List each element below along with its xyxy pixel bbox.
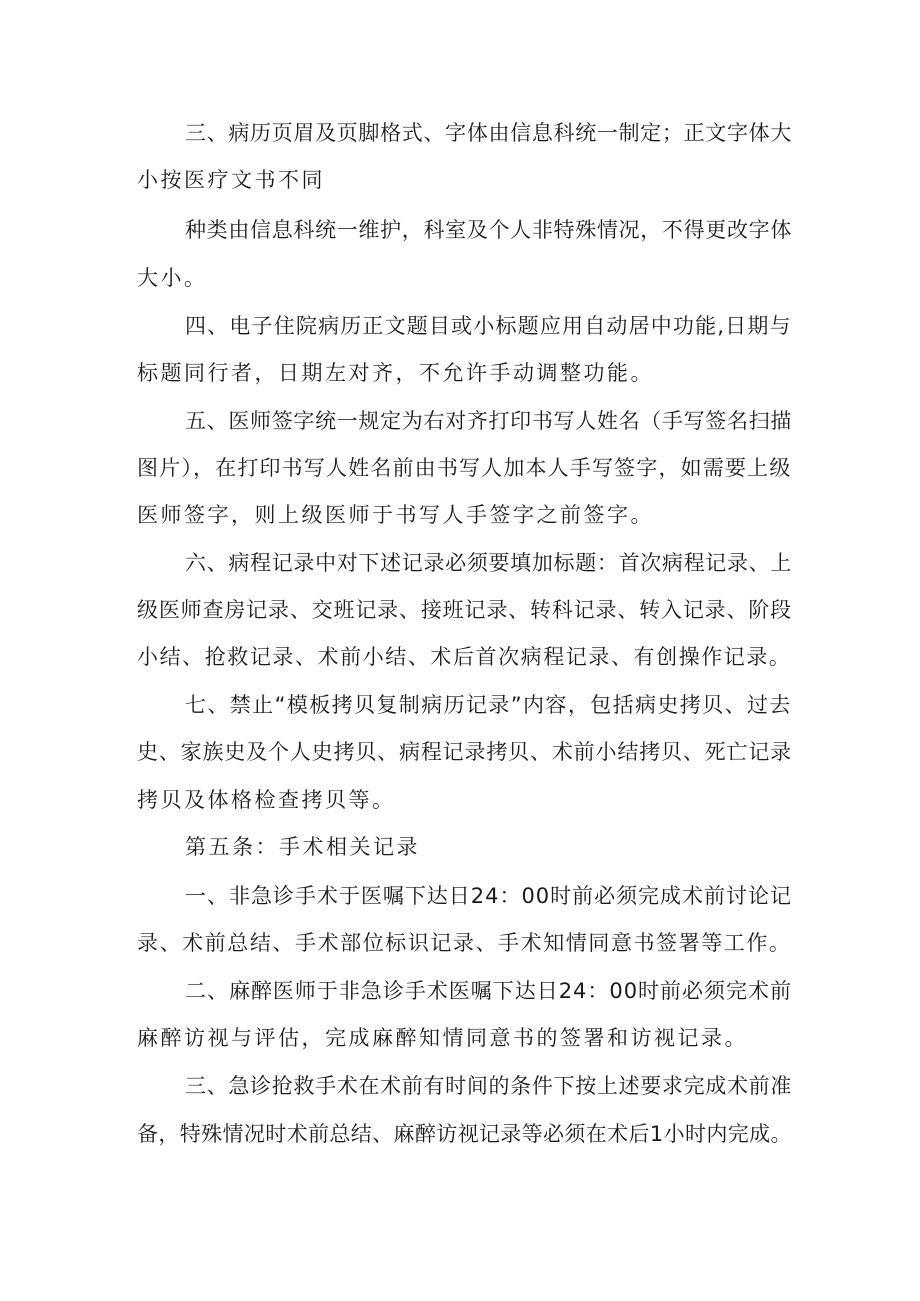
paragraph-4-line-1: [0, 306, 920, 346]
paragraph-7-line-1: [0, 685, 920, 725]
text-line: 备，特殊情况时术前总结、麻醉访视记录等必须在术后1小时内完成。: [137, 1122, 792, 1146]
section-heading-text: 第五条：手术相关记录: [185, 835, 420, 859]
surgery-paragraph-1-line-1: [0, 876, 920, 916]
paragraph-6-line-1: [0, 543, 920, 583]
paragraph-3-line-2: [0, 160, 920, 200]
surgery-paragraph-2-line-2: [0, 1018, 920, 1058]
paragraph-6-line-2: [0, 590, 920, 630]
surgery-paragraph-3-line-1: [0, 1066, 920, 1106]
surgery-paragraph-2-line-1: [0, 971, 920, 1011]
surgery-paragraph-1-line-2: [0, 923, 920, 963]
text-line: 六、病程记录中对下述记录必须要填加标题：首次病程记录、上: [185, 551, 792, 575]
text-line: 拷贝及体格检查拷贝等。: [137, 788, 396, 812]
paragraph-3b-line-1: [0, 210, 920, 250]
text-line: 三、病历页眉及页脚格式、字体由信息科统一制定；正文字体大: [185, 121, 792, 145]
text-line: 七、禁止“模板拷贝复制病历记录”内容，包括病史拷贝、过去: [185, 693, 792, 717]
text-line: 三、急诊抢救手术在术前有时间的条件下按上述要求完成术前准: [185, 1074, 792, 1098]
text-line: 二、麻醉医师于非急诊手术医嘱下达日24：00时前必须完术前: [185, 979, 792, 1003]
text-line: 麻醉访视与评估，完成麻醉知情同意书的签署和访视记录。: [137, 1026, 748, 1050]
paragraph-7-line-2: [0, 732, 920, 772]
paragraph-5-line-1: [0, 401, 920, 441]
text-line: 种类由信息科统一维护，科室及个人非特殊情况，不得更改字体: [185, 218, 792, 242]
text-line: 小结、抢救记录、术前小结、术后首次病程记录、有创操作记录。: [137, 645, 792, 669]
paragraph-4-line-2: [0, 353, 920, 393]
paragraph-6-line-3: [0, 637, 920, 677]
surgery-paragraph-3-line-2: [0, 1114, 920, 1154]
paragraph-3-line-1: [0, 113, 920, 153]
text-line: 大小。: [137, 266, 208, 290]
paragraph-5-line-3: [0, 495, 920, 535]
section-heading-article-5: [0, 827, 920, 867]
text-line: 医师签字，则上级医师于书写人手签字之前签字。: [137, 503, 654, 527]
paragraph-3b-line-2: [0, 258, 920, 298]
paragraph-5-line-2: [0, 448, 920, 488]
paragraph-7-line-3: [0, 780, 920, 820]
text-line: 录、术前总结、手术部位标识记录、手术知情同意书签署等工作。: [137, 931, 792, 955]
text-line: 标题同行者，日期左对齐，不允许手动调整功能。: [137, 361, 654, 385]
text-line: 小按医疗文书不同: [137, 168, 325, 192]
text-line: 级医师查房记录、交班记录、接班记录、转科记录、转入记录、阶段: [137, 598, 792, 622]
text-line: 五、医师签字统一规定为右对齐打印书写人姓名（手写签名扫描: [185, 409, 792, 433]
text-line: 史、家族史及个人史拷贝、病程记录拷贝、术前小结拷贝、死亡记录: [137, 740, 792, 764]
text-line: 一、非急诊手术于医嘱下达日24：00时前必须完成术前讨论记: [185, 884, 792, 908]
text-line: 图片），在打印书写人姓名前由书写人加本人手写签字，如需要上级: [137, 456, 792, 480]
text-line: 四、电子住院病历正文题目或小标题应用自动居中功能,日期与: [185, 314, 792, 338]
